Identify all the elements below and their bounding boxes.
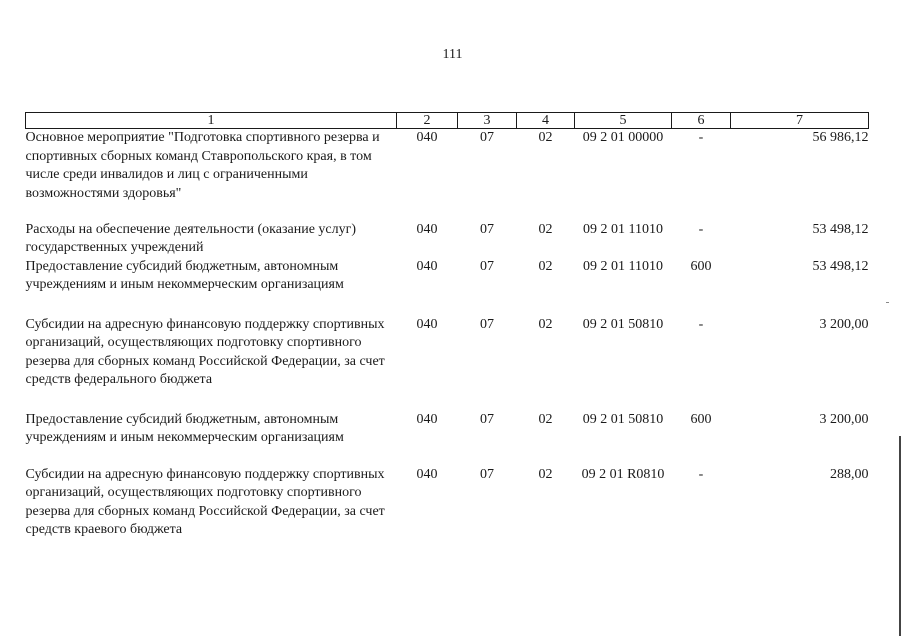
col-header-1: 1	[26, 113, 397, 129]
col-header-4: 4	[517, 113, 575, 129]
row-amount: 3 200,00	[819, 411, 869, 427]
row-subsection-code: 02	[538, 130, 553, 145]
row-target-code: 09 2 01 11010	[583, 221, 663, 237]
table-row	[26, 316, 869, 411]
table-header-row	[26, 113, 869, 129]
row-ministry-code: 040	[416, 130, 438, 145]
col-header-6: 6	[672, 113, 731, 129]
row-name: Субсидии на адресную финансовую поддержку спортивных организаций, осуществляющих подготовку спортивного резерва для сборных команд Российской Федерации, за счет средств федерального бюджета	[25, 316, 385, 387]
row-amount: 288,00	[830, 466, 869, 482]
row-section-code: 07	[480, 130, 494, 145]
row-ministry-code: 040	[416, 221, 438, 237]
row-name: Субсидии на адресную финансовую поддержку спортивных организаций, осуществляющих подготовку спортивного резерва для сборных команд Российской Федерации, за счет средств краевого бюджета	[25, 466, 385, 537]
row-section-code: 07	[480, 258, 494, 274]
col-header-5: 5	[575, 113, 672, 129]
row-ministry-code: 040	[416, 466, 438, 482]
col-header-3: 3	[458, 113, 517, 129]
row-target-code: 09 2 01 R0810	[581, 466, 665, 482]
row-section-code: 07	[480, 221, 494, 237]
row-subsection-code: 02	[538, 258, 553, 274]
row-target-code: 09 2 01 11010	[583, 258, 663, 274]
budget-table	[25, 112, 869, 546]
row-ministry-code: 040	[416, 411, 438, 427]
row-amount: 53 498,12	[812, 221, 869, 237]
row-expense-type: -	[698, 316, 704, 332]
row-name: Основное мероприятие "Подготовка спортивного резерва и спортивных сборных команд Ставропольского края, в том числе среди инвалидов и лиц с ограниченными возможностями здоровья"	[25, 130, 380, 201]
table-row	[26, 466, 869, 546]
row-name: Предоставление субсидий бюджетным, автономным учреждениям и иным некоммерческим организациям	[25, 411, 344, 445]
row-target-code: 09 2 01 50810	[582, 316, 664, 332]
row-subsection-code: 02	[538, 411, 553, 427]
row-ministry-code: 040	[416, 258, 438, 274]
table-row	[26, 221, 869, 258]
row-expense-type: 600	[690, 258, 712, 274]
row-amount: 3 200,00	[819, 316, 869, 332]
table-row	[26, 258, 869, 316]
row-subsection-code: 02	[538, 466, 553, 482]
row-name: Расходы на обеспечение деятельности (оказание услуг) государственных учреждений	[25, 221, 357, 255]
table-row	[26, 411, 869, 466]
row-section-code: 07	[480, 466, 494, 482]
row-target-code: 09 2 01 50810	[582, 411, 664, 427]
table-row	[26, 129, 869, 221]
scan-artifact-dot	[886, 302, 889, 303]
row-amount: 53 498,12	[812, 258, 869, 274]
col-header-7: 7	[731, 113, 869, 129]
row-subsection-code: 02	[538, 221, 553, 237]
row-expense-type: -	[698, 221, 704, 237]
row-amount: 56 986,12	[812, 130, 869, 145]
row-section-code: 07	[480, 316, 494, 332]
row-expense-type: -	[698, 130, 704, 145]
row-name: Предоставление субсидий бюджетным, автономным учреждениям и иным некоммерческим организациям	[25, 258, 344, 292]
row-expense-type: 600	[690, 411, 712, 427]
col-header-2: 2	[397, 113, 458, 129]
row-ministry-code: 040	[416, 316, 438, 332]
row-subsection-code: 02	[538, 316, 553, 332]
row-target-code: 09 2 01 00000	[582, 130, 664, 145]
scan-edge-line	[899, 436, 901, 636]
row-section-code: 07	[480, 411, 494, 427]
page-number: 111	[442, 47, 463, 62]
row-expense-type: -	[698, 466, 704, 482]
